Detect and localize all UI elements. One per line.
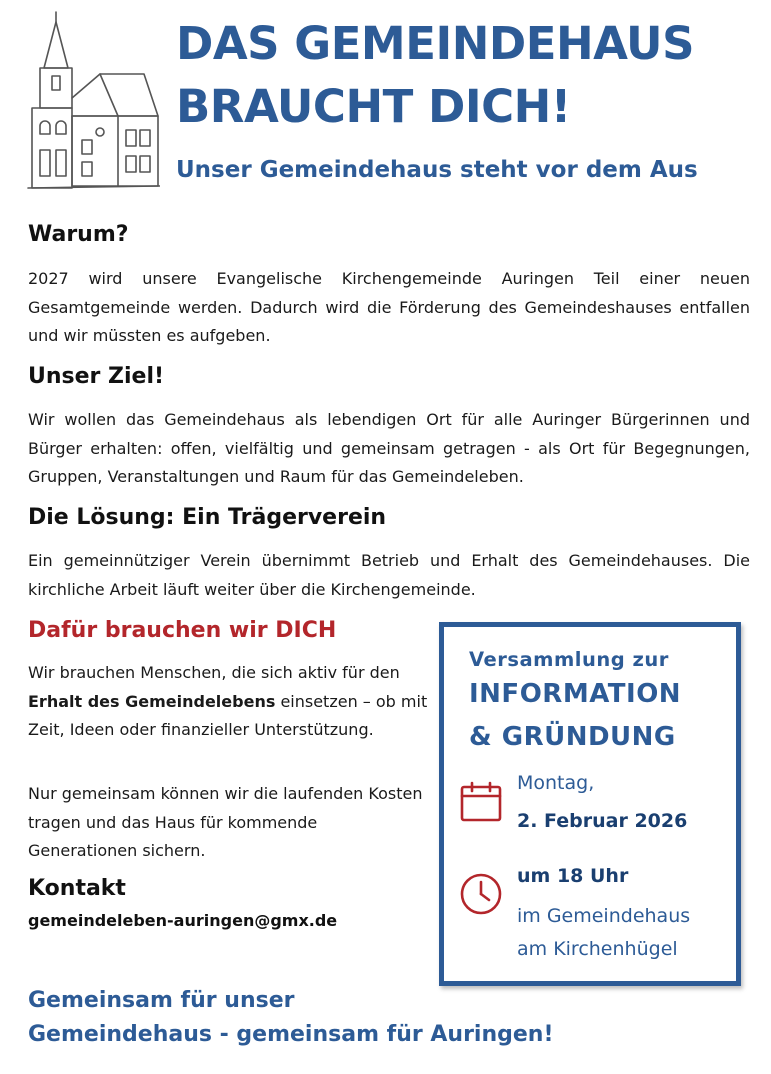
need-heading: Dafür brauchen wir DICH: [28, 618, 337, 643]
need-p1-after: einsetzen – ob mit Zeit, Ideen oder finanzieller Unterstützung.: [28, 691, 428, 739]
title-line-1: DAS GEMEINDEHAUS: [176, 17, 695, 70]
heading-warum: Warum?: [28, 222, 129, 247]
need-paragraph-2: Nur gemeinsam können wir die laufenden Kosten tragen und das Haus für kommende Generationen sichern.: [28, 784, 423, 860]
text-loesung: Ein gemeinnütziger Verein übernimmt Betrieb und Erhalt des Gemeindehauses. Die kirchliche Arbeit läuft weiter über die Kirchengemeinde.: [28, 551, 750, 599]
event-intro: Versammlung zur: [469, 648, 669, 671]
event-info-box: [439, 622, 741, 986]
calendar-icon: [459, 780, 503, 824]
page-title: [176, 12, 694, 138]
need-paragraph-1: [28, 659, 428, 745]
footer-line-2: Gemeindehaus - gemeinsam für Auringen!: [28, 1022, 554, 1047]
footer-slogan: [28, 984, 554, 1052]
contact-email-link[interactable]: gemeindeleben-auringen@gmx.de: [28, 911, 338, 930]
event-title-line-1: INFORMATION: [469, 679, 682, 709]
event-location-line-2: am Kirchenhügel: [517, 938, 678, 960]
clock-icon: [459, 872, 503, 916]
heading-kontakt: Kontakt: [28, 876, 126, 901]
heading-ziel: Unser Ziel!: [28, 364, 165, 389]
title-line-2: BRAUCHT DICH!: [176, 80, 571, 133]
event-time: um 18 Uhr: [517, 865, 629, 887]
need-p1-before: Wir brauchen Menschen, die sich aktiv für den: [28, 663, 400, 682]
footer-line-1: Gemeinsam für unser: [28, 988, 295, 1013]
heading-loesung: Die Lösung: Ein Trägerverein: [28, 505, 387, 530]
church-sketch-icon: [26, 10, 160, 190]
event-weekday: Montag,: [517, 772, 595, 794]
event-location-line-1: im Gemeindehaus: [517, 905, 691, 927]
event-date: 2. Februar 2026: [517, 810, 688, 832]
need-p1-bold: Erhalt des Gemeindelebens: [28, 691, 276, 711]
page-subtitle: Unser Gemeindehaus steht vor dem Aus: [176, 157, 698, 183]
event-title-line-2: & GRÜNDUNG: [469, 722, 676, 752]
text-ziel: Wir wollen das Gemeindehaus als lebendigen Ort für alle Auringer Bürgerinnen und Bürger erhalten: offen, vielfältig und gemeinsam getragen - als Ort für Begegnungen, Gruppen, Veranstaltungen und Raum für das Gemeindeleben.: [28, 410, 750, 486]
text-warum: 2027 wird unsere Evangelische Kirchengemeinde Auringen Teil einer neuen Gesamtgemeinde werden. Dadurch wird die Förderung des Gemeindeshauses entfallen und wir müssten es aufgeben.: [28, 269, 750, 345]
